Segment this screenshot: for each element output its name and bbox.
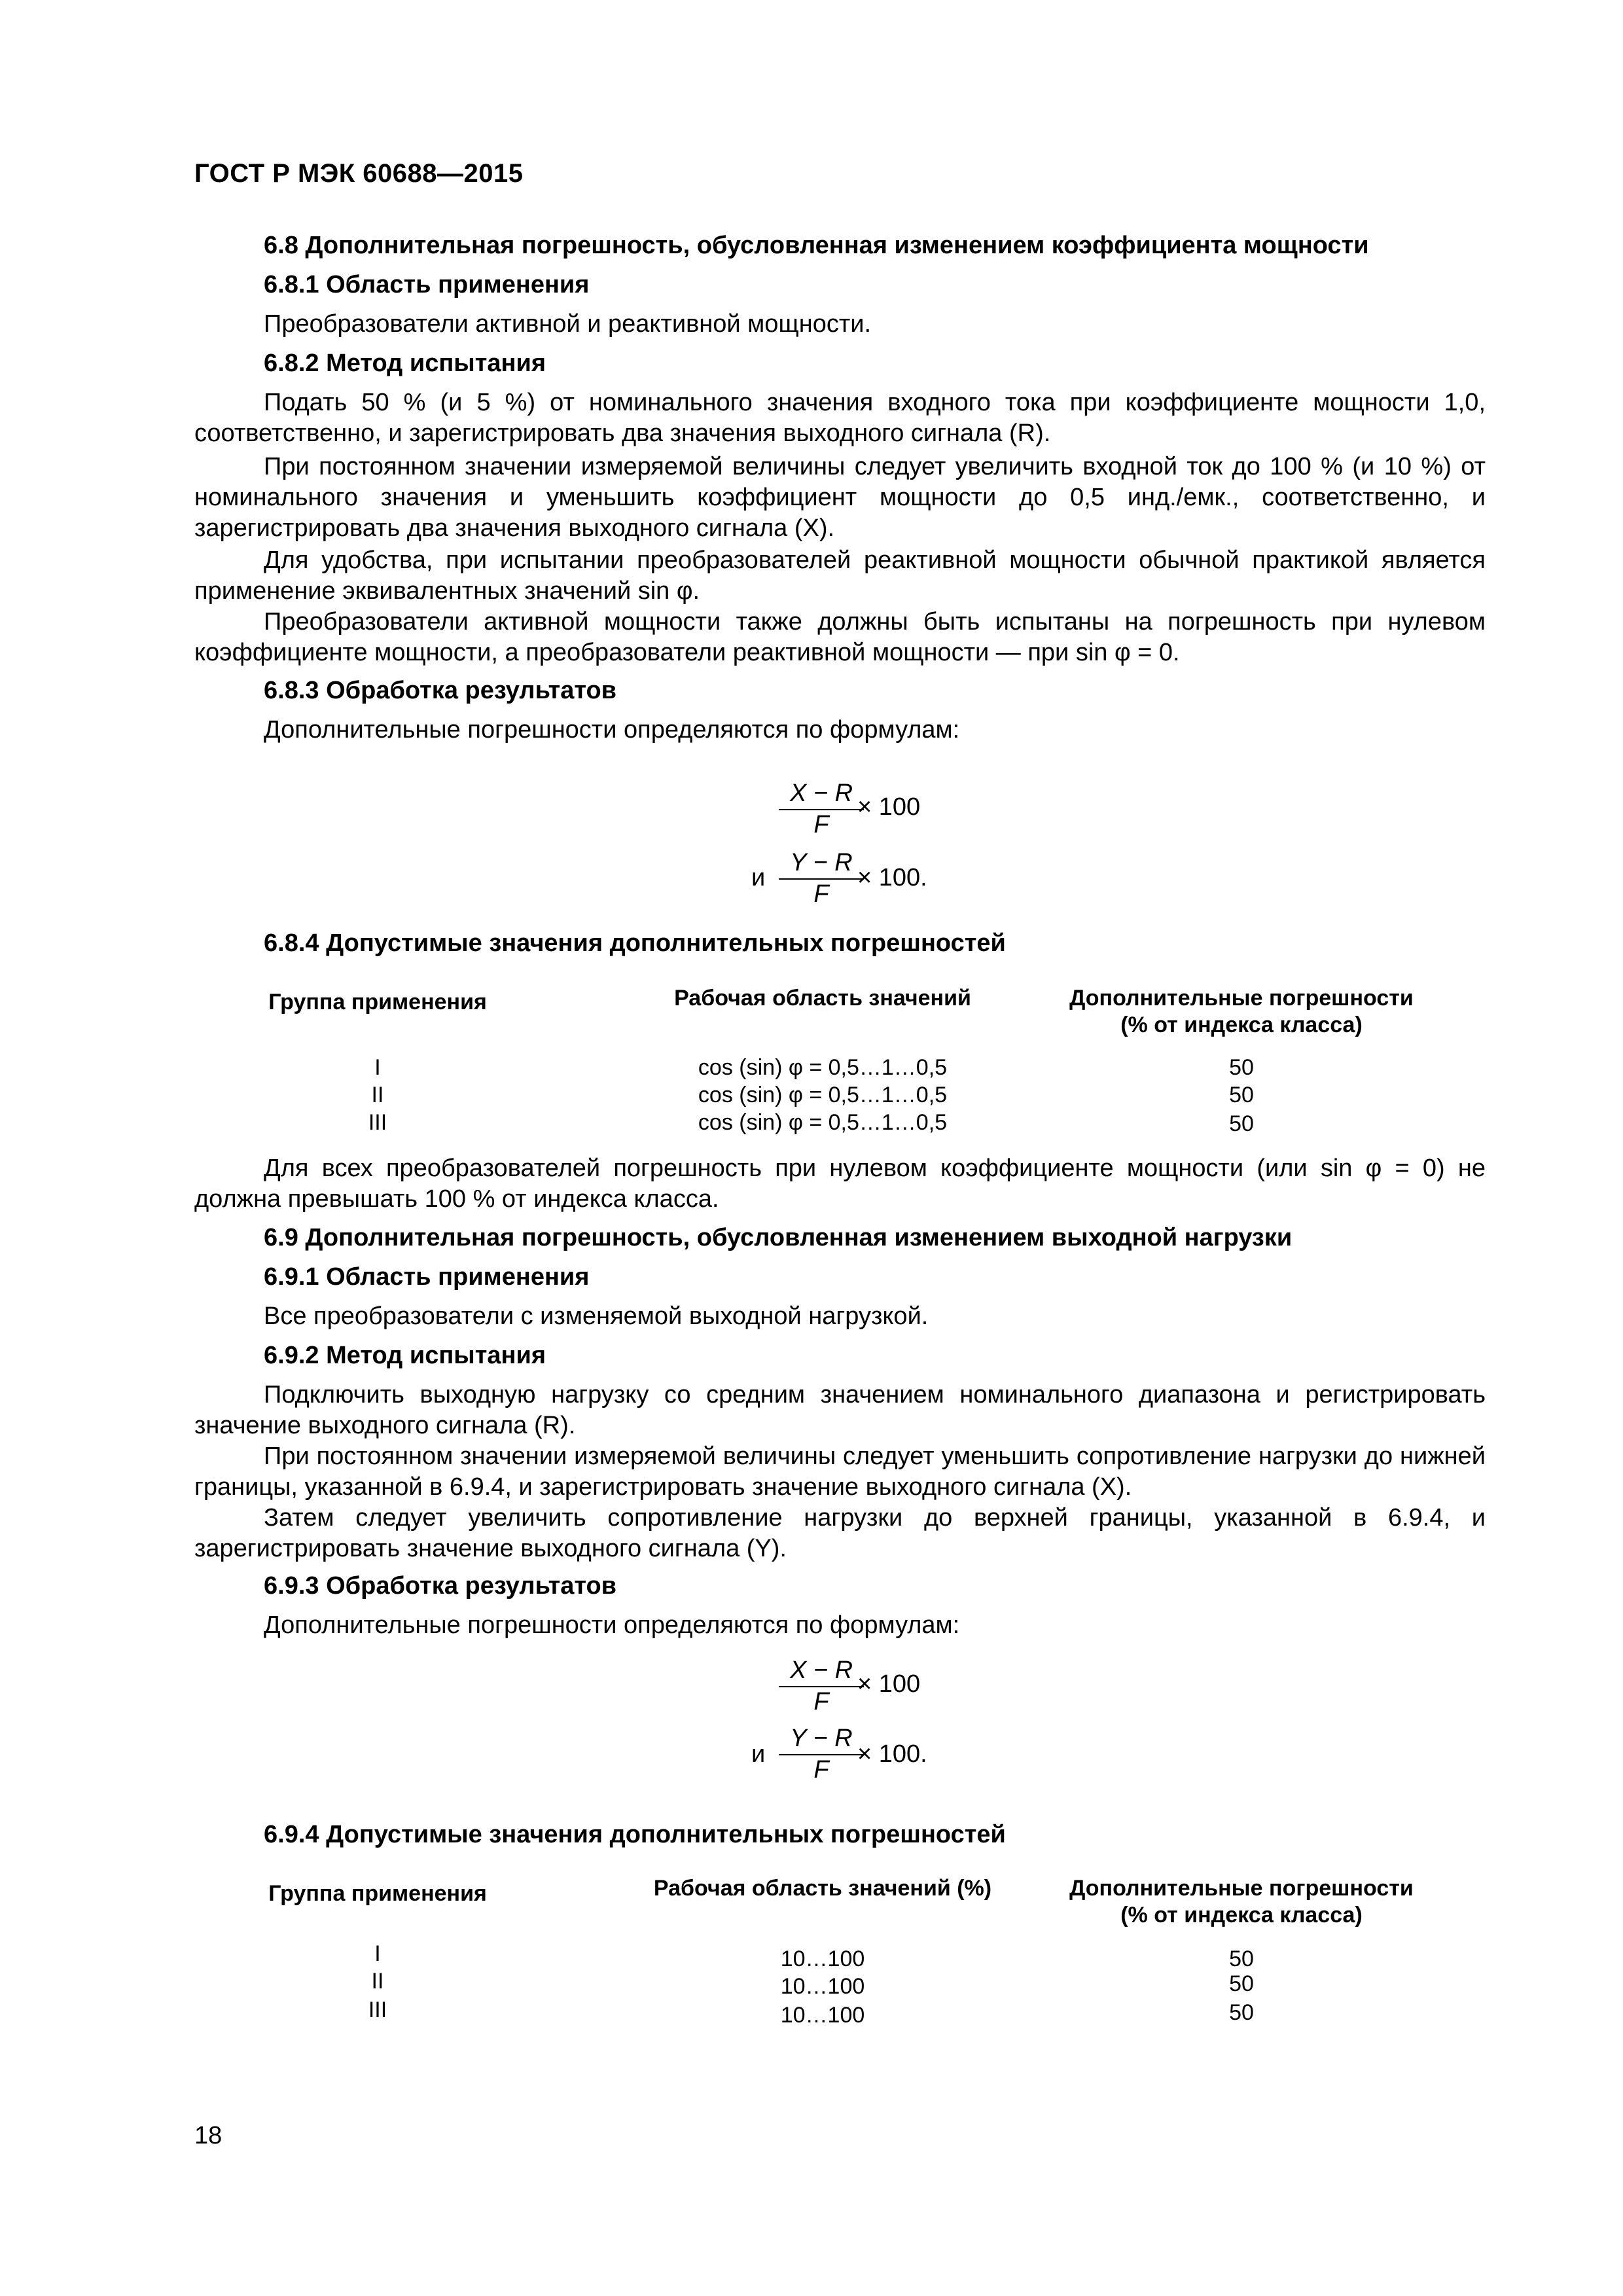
table-cell-group: I: [374, 1941, 381, 1966]
section-6-8-3: [194, 675, 1486, 706]
method-paragraph-2: [194, 1441, 1486, 1503]
paragraph-text: При постоянном значении измеряемой величины следует уменьшить сопротивление нагрузки до нижней границы, указанной в 6.9.4, и зарегистрировать значение выходного сигнала (X).: [194, 1443, 1486, 1501]
paragraph-text: Подключить выходную нагрузку со средним значением номинального диапазона и регистрировать значение выходного сигнала (R).: [194, 1381, 1486, 1439]
table-header-group: Группа применения: [268, 1881, 487, 1906]
table-header-error: [1058, 1875, 1425, 1929]
subsection-title: 6.8.4 Допустимые значения дополнительных погрешностей: [264, 929, 1006, 957]
table-header-error-line2: (% от индекса класса): [1120, 1903, 1363, 1928]
document-header: ГОСТ Р МЭК 60688—2015: [194, 159, 524, 188]
formula-fraction: [779, 1656, 864, 1716]
formula-multiplier: × 100: [857, 1670, 921, 1698]
method-paragraph-4: [194, 607, 1486, 668]
formula-numerator: X − R: [779, 779, 864, 810]
section-6-9: [194, 1223, 1486, 1253]
method-paragraph-2: [194, 452, 1486, 544]
formula-numerator: Y − R: [779, 848, 864, 880]
paragraph-text: Для удобства, при испытании преобразователей реактивной мощности обычной практикой является применение эквивалентных значений sin φ.: [194, 547, 1486, 605]
formula-conjunction: и: [751, 864, 766, 891]
section-6-8-1: [194, 270, 1486, 300]
note-paragraph: [194, 1153, 1486, 1215]
table-cell-range: cos (sin) φ = 0,5…1…0,5: [698, 1055, 948, 1080]
formula-intro: Дополнительные погрешности определяются по формулам:: [264, 716, 960, 744]
section-6-9-4: [194, 1820, 1486, 1850]
method-paragraph-1: [194, 387, 1486, 449]
subsection-title: 6.8.2 Метод испытания: [264, 350, 546, 377]
formula-multiplier: × 100.: [857, 1740, 927, 1768]
table-header-error-line1: Дополнительные погрешности: [1069, 986, 1414, 1011]
section-6-8: [194, 230, 1486, 261]
table-cell-group: I: [374, 1055, 381, 1080]
table-header-error: [1058, 985, 1425, 1039]
paragraph-text: При постоянном значении измеряемой величины следует увеличить входной ток до 100 % (и 10 %) от номинального значения и уменьшить коэффициент мощности до 0,5 инд./емк., соответственно, и зарегистрировать два значения выходного сигнала (X).: [194, 453, 1486, 542]
paragraph-text: Подать 50 % (и 5 %) от номинального значения входного тока при коэффициенте мощности 1,0, соответственно, и зарегистрировать два значения выходного сигнала (R).: [194, 389, 1486, 447]
table-cell-group: III: [368, 1110, 387, 1135]
table-header-error-line1: Дополнительные погрешности: [1069, 1876, 1414, 1901]
paragraph-text: Затем следует увеличить сопротивление нагрузки до верхней границы, указанной в 6.9.4, и зарегистрировать значение выходного сигнала (Y).: [194, 1504, 1486, 1562]
method-paragraph-3: [194, 1503, 1486, 1564]
formula-fraction: [779, 1724, 864, 1784]
section-6-8-4: [194, 928, 1486, 959]
table-cell-error: 50: [1229, 1111, 1254, 1136]
table-cell-group: II: [371, 1969, 384, 1994]
table-cell-error: 50: [1229, 1083, 1254, 1107]
formula-fraction: [779, 779, 864, 839]
section-6-8-2: [194, 348, 1486, 379]
section-title: 6.8 Дополнительная погрешность, обусловленная изменением коэффициента мощности: [264, 232, 1369, 259]
section-6-9-3: [194, 1571, 1486, 1602]
table-cell-range: 10…100: [780, 1974, 865, 1999]
formula-denominator: F: [813, 1756, 829, 1784]
table-cell-error: 50: [1229, 1971, 1254, 1996]
table-cell-error: 50: [1229, 2000, 1254, 2025]
table-cell-range: cos (sin) φ = 0,5…1…0,5: [698, 1110, 948, 1135]
formula-denominator: F: [813, 1688, 829, 1715]
subsection-title: 6.9.2 Метод испытания: [264, 1342, 546, 1369]
table-6-9-4: [194, 1875, 1486, 2045]
table-cell-group: III: [368, 1998, 387, 2022]
formula-denominator: F: [813, 811, 829, 838]
table-cell-range: cos (sin) φ = 0,5…1…0,5: [698, 1083, 948, 1107]
paragraph: [194, 309, 1486, 340]
subsection-title: 6.8.3 Обработка результатов: [264, 677, 617, 704]
table-cell-range: 10…100: [780, 2003, 865, 2028]
paragraph: [194, 715, 1486, 745]
formula-numerator: X − R: [779, 1656, 864, 1687]
table-header-group: Группа применения: [268, 990, 487, 1014]
paragraph-text: Преобразователи активной мощности также должны быть испытаны на погрешность при нулевом коэффициенте мощности, а преобразователи реактивной мощности — при sin φ = 0.: [194, 608, 1486, 666]
subsection-title: 6.8.1 Область применения: [264, 271, 590, 298]
method-paragraph-1: [194, 1380, 1486, 1441]
section-6-9-2: [194, 1340, 1486, 1371]
formula-conjunction: и: [751, 1740, 766, 1768]
scope-text: Все преобразователи с изменяемой выходной нагрузкой.: [264, 1302, 929, 1330]
paragraph: [194, 1610, 1486, 1641]
subsection-title: 6.9.3 Обработка результатов: [264, 1572, 617, 1600]
table-header-error-line2: (% от индекса класса): [1120, 1013, 1363, 1037]
table-cell-group: II: [371, 1083, 384, 1107]
table-cell-error: 50: [1229, 1055, 1254, 1080]
table-cell-range: 10…100: [780, 1946, 865, 1971]
table-header-range: Рабочая область значений: [674, 986, 971, 1011]
formula-denominator: F: [813, 880, 829, 908]
formula-numerator: Y − R: [779, 1724, 864, 1755]
paragraph-text: Для всех преобразователей погрешность при нулевом коэффициенте мощности (или sin φ = 0) не должна превышать 100 % от индекса класса.: [194, 1155, 1486, 1213]
formula-fraction: [779, 848, 864, 908]
section-6-9-1: [194, 1262, 1486, 1293]
table-6-8-4: [194, 985, 1486, 1155]
table-header-range: Рабочая область значений (%): [653, 1876, 992, 1901]
paragraph: [194, 1301, 1486, 1332]
formula-multiplier: × 100.: [857, 864, 927, 891]
method-paragraph-3: [194, 545, 1486, 607]
subsection-title: 6.9.4 Допустимые значения дополнительных погрешностей: [264, 1821, 1006, 1848]
page-number: 18: [194, 2122, 223, 2149]
formula-intro: Дополнительные погрешности определяются по формулам:: [264, 1611, 960, 1639]
subsection-title: 6.9.1 Область применения: [264, 1263, 590, 1291]
scope-text: Преобразователи активной и реактивной мощности.: [264, 310, 872, 338]
table-cell-error: 50: [1229, 1946, 1254, 1971]
section-title: 6.9 Дополнительная погрешность, обусловленная изменением выходной нагрузки: [264, 1224, 1293, 1251]
formula-multiplier: × 100: [857, 793, 921, 821]
